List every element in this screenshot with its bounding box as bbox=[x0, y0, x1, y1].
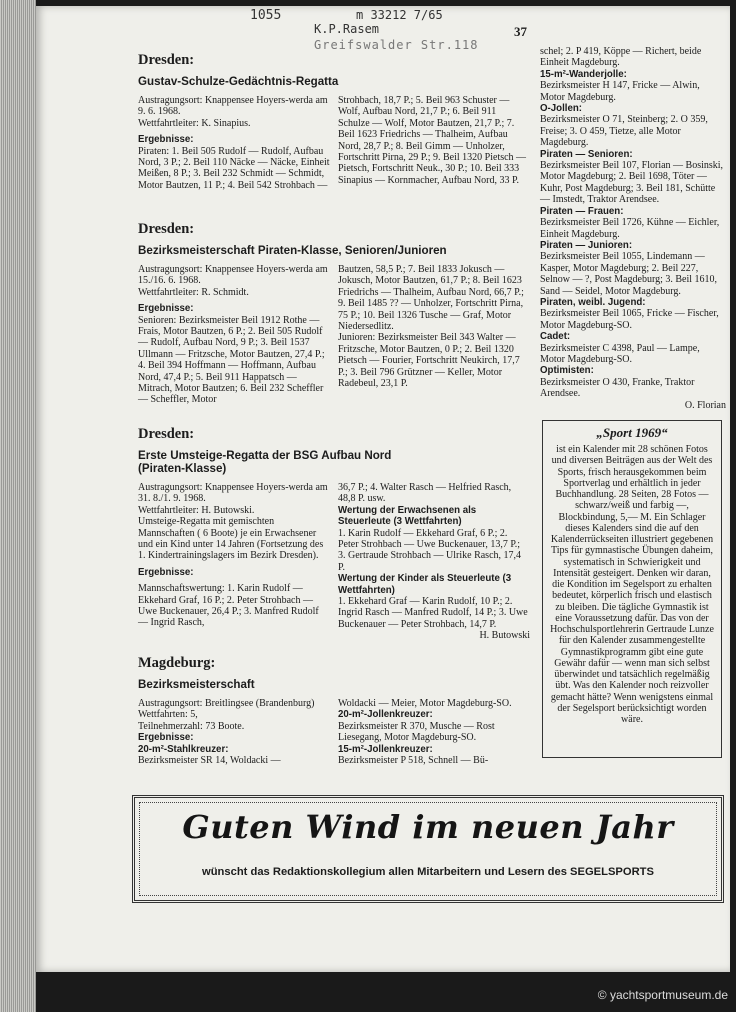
calendar-ad-box bbox=[542, 420, 722, 758]
results-text: Senioren: Bezirksmeister Beil 1912 Rothe — Frais, Motor Bautzen, 6 P.; 2. Beil 505 Rudolf — Rudolf, Aufbau Nord, 9 P.; 3. Beil 1537 Ullmann — Fritzsche, Motor Bautzen, 27,4 P.; 4. Beil 394 Hoffmann — Hoffmann, Aufbau Nord, 47,4 P.; 5. Beil 911 Happatsch — Mitrach, Motor Bautzen; 6. Beil 232 Scheffler — Scheffler, Motor bbox=[138, 314, 325, 406]
class-results: Bezirksmeister Beil 107, Florian — Bosinski, Motor Magdeburg; 2. Beil 1698, Töter — Kuhr, Post Magdeburg; 3. Beil 181, Schütte — Imstedt, Traktor Arendsee. bbox=[540, 160, 724, 206]
section-col-right: Strohbach, 18,7 P.; 5. Beil 963 Schuster — Wolf, Aufbau Nord, 21,7 P.; 6. Beil 911 Schulze — Wolf, Motor Bautzen, 21,7 P.; 7. Beil 1623 Friedrichs — Thalheim, Aufbau Nord, 28,7 P.; 8. Beil Gimm — Unholzer, Fortschritt Pirna, 29 P.; 9. Beil 1320 Pietsch — Pietsch, Fortschritt Neuk., 30 P.; 10. Beil 333 Sinapius — Kornmacher, Aufbau Nord, 33 P. bbox=[338, 95, 527, 186]
section-title: Bezirksmeisterschaft bbox=[138, 678, 255, 691]
new-year-banner bbox=[132, 795, 724, 903]
section-col-left bbox=[138, 95, 330, 191]
author: O. Florian bbox=[684, 399, 726, 411]
results-text: Mannschaftswertung: 1. Karin Rudolf — Ekkehard Graf, 16 P.; 2. Peter Strohbach — Uwe Buckenauer, 26,4 P.; 3. Manfred Rudolf — Ingrid Rasch, bbox=[138, 583, 319, 629]
header-number: 1055 bbox=[250, 8, 282, 23]
section-col-right bbox=[338, 698, 530, 766]
results-text-cont: Bautzen, 58,5 P.; 7. Beil 1833 Jokusch — Jokusch, Motor Bautzen, 61,7 P.; 8. Beil 1623 Friedrichs — Thalheim, Aufbau Nord, 66,7 P.; 9. Beil 1485 ?? — Unholzer, Fortschritt Pirna, 75 P.; 10. Beil 1326 Tusche — Graf, Motor Niedersedlitz. bbox=[338, 264, 524, 333]
class-results: Bezirksmeister C 4398, Paul — Lampe, Motor Magdeburg-SO. bbox=[540, 342, 700, 365]
class-heading: 20-m²-Stahlkreuzer: bbox=[138, 743, 229, 755]
section-col-left bbox=[138, 482, 330, 629]
class-results: Bezirksmeister R 370, Musche — Rost Liesegang, Motor Magdeburg-SO. bbox=[338, 720, 495, 744]
archive-stamp: m 33212 7/65 bbox=[356, 8, 443, 22]
section-umsteige-regatta bbox=[138, 426, 538, 652]
section-bezirksmeisterschaft-dresden bbox=[138, 221, 538, 444]
results-text-cont: 36,7 P.; 4. Walter Rasch — Helfried Rasch, 48,8 P. usw. bbox=[338, 482, 512, 505]
results-label: Ergebnisse: bbox=[138, 732, 194, 744]
section-col-right bbox=[338, 264, 530, 389]
class-results: Bezirksmeister Beil 1055, Lindemann — Kasper, Motor Magdeburg; 2. Beil 227, Selnow — ?, Post Magdeburg; 3. Beil 1610, Sand — Seidel, Motor Magdeburg. bbox=[540, 251, 718, 297]
ad-title: „Sport 1969“ bbox=[596, 425, 668, 440]
section-title: Gustav-Schulze-Gedächtnis-Regatta bbox=[138, 75, 339, 88]
copyright-credit: © yachtsportmuseum.de bbox=[597, 988, 728, 1002]
owner-name: K.P.Rasem bbox=[314, 22, 380, 36]
section-title: Erste Umsteige-Regatta der BSG Aufbau Nord (Piraten-Klasse) bbox=[138, 449, 392, 475]
section-col-right bbox=[338, 482, 530, 642]
venue: Austragungsort: Knappensee Hoyers-werda am 9. 6. 1968. bbox=[138, 95, 328, 118]
juniors-results: Junioren: Bezirksmeister Beil 343 Walter — Fritzsche, Motor Bautzen, 0 P.; 2. Beil 1320 Pietsch — Fourier, Fortschritt Neukirch, 17,7 P.; 3. Beil 796 Grützner — Keller, Motor Radebeul, 23,1 P. bbox=[338, 332, 520, 390]
banner-title: Guten Wind im neuen Jahr bbox=[182, 808, 674, 846]
class-heading: Piraten — Junioren: bbox=[540, 239, 633, 251]
section-city: Dresden: bbox=[138, 426, 195, 442]
venue: Austragungsort: Knappensee Hoyers-werda am 15./16. 6. 1968. bbox=[138, 264, 328, 287]
banner-subtitle: wünscht das Redaktionskollegium allen Mitarbeitern und Lesern des SEGELSPORTS bbox=[202, 866, 654, 878]
results-label: Ergebnisse: bbox=[138, 303, 194, 315]
participants: Teilnehmerzahl: 73 Boote. bbox=[138, 720, 245, 732]
section-city: Dresden: bbox=[138, 52, 195, 68]
results-label: Ergebnisse: bbox=[138, 134, 194, 146]
class-results: Bezirksmeister H 147, Fricke — Alwin, Motor Magdeburg. bbox=[540, 80, 700, 103]
venue: Austragungsort: Knappensee Hoyers-werda am 31. 8./1. 9. 1968. bbox=[138, 482, 328, 505]
class-results: Bezirksmeister O 71, Steinberg; 2. O 359, Freise; 3. O 459, Tietze, alle Motor Magdeburg. bbox=[540, 114, 708, 149]
section-col-left bbox=[138, 264, 330, 406]
ad-body: ist ein Kalender mit 28 schönen Fotos und diversen Beiträgen aus der Welt des Sports, frisch herausgekommen beim Sportverlag und erhältlich in jeder Buchhandlung. 28 Seiten, 28 Fotos — schwarz/weiß und farbig —, Blockbindung, 5,— M. Ein Schlager dieses Kalenders sind die auf den Kalenderrückseiten illustriert gegebenen Tips für gymnastische Übungen daheim, systematisch in Schwierigkeit und Intensität gesteigert. Denken wir daran, die Kondition im Segelsport zu erhalten bedeutet, körperlich frisch und elastisch zu bleiben. Die tägliche Gymnastik ist eine Voraussetzung dafür. Das von der Hochschulsportlehrerin Gertraude Lunze für den Kalender zusammengestellte Gymnastikprogramm gibt eine gute Gewähr dafür — wenn man sich selbst überwindet und tatsächlich regelmäßig übt. Was den Kalender noch reizvoller gemacht hätte? Wenn wenigstens einmal der Segelsport berücksichtigt worden wäre. bbox=[550, 444, 714, 725]
section-city: Dresden: bbox=[138, 221, 195, 237]
class-heading: O-Jollen: bbox=[540, 103, 582, 115]
race-officer: Wettfahrtleiter: H. Butowski. bbox=[138, 504, 255, 516]
magazine-page bbox=[36, 6, 730, 972]
author: H. Butowski bbox=[479, 630, 530, 642]
section-title: Bezirksmeisterschaft Piraten-Klasse, Senioren/Junioren bbox=[138, 244, 447, 257]
class-results-cont: Woldacki — Meier, Motor Magdeburg-SO. bbox=[338, 698, 512, 709]
races: Wettfahrten: 5, bbox=[138, 709, 198, 721]
race-officer: Wettfahrtleiter: R. Schmidt. bbox=[138, 286, 249, 298]
class-heading: Piraten — Senioren: bbox=[540, 148, 633, 160]
section-magdeburg bbox=[138, 655, 538, 788]
race-officer: Wettfahrtleiter: K. Sinapius. bbox=[138, 117, 251, 129]
right-column-results bbox=[540, 46, 726, 411]
class-heading: 15-m²-Jollenkreuzer: bbox=[338, 743, 433, 755]
class-heading: Piraten, weibl. Jugend: bbox=[540, 296, 646, 308]
results-text-cont: schel; 2. P 419, Köppe — Richert, beide Einheit Magdeburg. bbox=[540, 46, 702, 69]
class-heading: 15-m²-Wanderjolle: bbox=[540, 68, 627, 80]
book-page-edge bbox=[0, 0, 36, 1012]
section-city: Magdeburg: bbox=[138, 655, 216, 671]
class-results: Bezirksmeister Beil 1065, Fricke — Fischer, Motor Magdeburg-SO. bbox=[540, 308, 719, 331]
owner-address: Greifswalder Str.118 bbox=[314, 38, 479, 52]
class-heading: Piraten — Frauen: bbox=[540, 205, 624, 217]
event-description: Umsteige-Regatta mit gemischten Mannschaften ( 6 Boote) je ein Erwachsener und ein Kind unter 14 Jahren (Fortsetzung des 1. Kindertrainingslagers im Bezirk Dresden). bbox=[138, 516, 324, 562]
results-text: Piraten: 1. Beil 505 Rudolf — Rudolf, Aufbau Nord, 3 P.; 2. Beil 110 Näcke — Näcke, Einheit Meißen, 8 P.; 3. Beil 232 Schmidt — Schmidt, Motor Bautzen, 11 P.; 4. Beil 542 Strohbach — bbox=[138, 145, 330, 191]
class-results: Bezirksmeister Beil 1726, Kühne — Eichler, Einheit Magdeburg. bbox=[540, 217, 720, 240]
kids-results: 1. Ekkehard Graf — Karin Rudolf, 10 P.; 2. Ingrid Rasch — Manfred Rudolf, 14 P.; 3. Uwe Buckenauer — Peter Strohbach, 14,7 P. bbox=[338, 596, 528, 630]
venue: Austragungsort: Breitlingsee (Brandenburg) bbox=[138, 698, 315, 709]
class-results: Bezirksmeister O 430, Franke, Traktor Arendsee. bbox=[540, 376, 695, 400]
kids-heading: Wertung der Kinder als Steuerleute (3 Wettfahrten) bbox=[338, 573, 512, 596]
class-results: Bezirksmeister SR 14, Woldacki — bbox=[138, 755, 281, 767]
results-label: Ergebnisse: bbox=[138, 566, 194, 578]
adults-heading: Wertung der Erwachsenen als Steuerleute (3 Wettfahrten) bbox=[338, 504, 477, 528]
section-gustav-schulze bbox=[138, 52, 538, 205]
class-heading: Cadet: bbox=[540, 331, 571, 343]
class-results: Bezirksmeister P 518, Schnell — Bü- bbox=[338, 755, 489, 767]
page-number: 37 bbox=[514, 24, 527, 39]
class-heading: Optimisten: bbox=[540, 365, 594, 377]
section-col-left bbox=[138, 698, 330, 766]
class-heading: 20-m²-Jollenkreuzer: bbox=[338, 709, 433, 721]
adults-results: 1. Karin Rudolf — Ekkehard Graf, 6 P.; 2. Peter Strohbach — Uwe Buckenauer, 13,7 P.; 3. Gertraude Strohbach — Ulrike Rasch, 17,4 P. bbox=[338, 527, 522, 573]
